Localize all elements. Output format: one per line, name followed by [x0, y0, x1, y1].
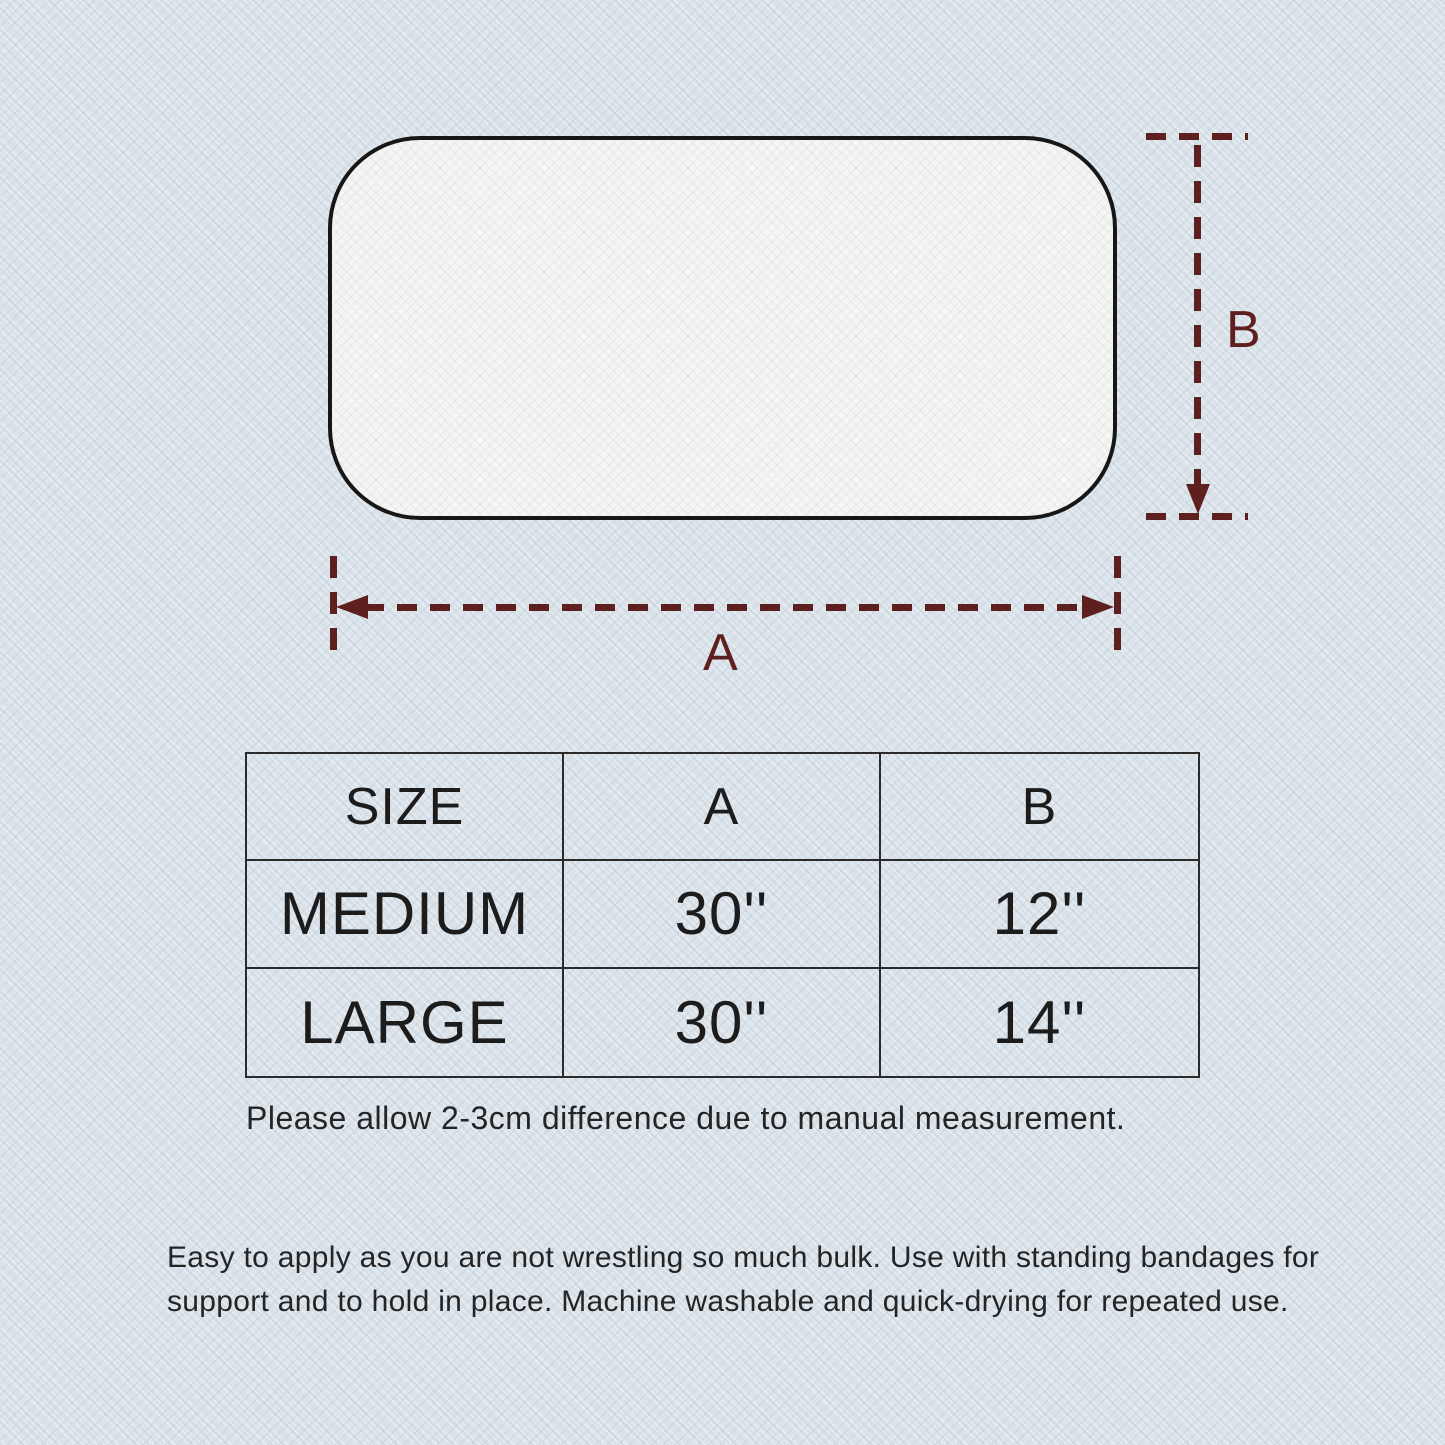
dimension-b-arrow-down-icon — [1186, 484, 1210, 514]
dimension-b-line — [1194, 145, 1201, 487]
table-cell-large-size: LARGE — [247, 969, 564, 1076]
dimension-a-line — [364, 604, 1086, 611]
dimension-b-label: B — [1226, 301, 1261, 359]
table-cell-medium-size: MEDIUM — [247, 861, 564, 968]
size-table-header-size: SIZE — [247, 754, 564, 861]
dimension-b-bottom-tick — [1146, 513, 1248, 520]
product-description: Easy to apply as you are not wrestling so much bulk. Use with standing bandages for support and to hold in place. Machine washable and quick-drying for repeated use. — [167, 1241, 1320, 1318]
dimension-a-label: A — [703, 624, 738, 682]
table-cell-medium-b: 12'' — [881, 861, 1198, 968]
size-table-header-b: B — [881, 754, 1198, 861]
size-table — [245, 752, 1200, 1078]
dimension-a-right-extension — [1114, 556, 1121, 660]
table-cell-medium-a: 30'' — [564, 861, 881, 968]
dimension-b-top-tick — [1146, 133, 1248, 140]
product-pad-shape — [328, 136, 1117, 520]
table-cell-large-b: 14'' — [992, 988, 1087, 1056]
size-table-header-a: A — [564, 754, 881, 861]
table-cell-large-a: 30'' — [564, 969, 881, 1076]
dimension-a-arrow-right-icon — [1082, 595, 1114, 619]
measurement-note: Please allow 2-3cm difference due to manual measurement. — [246, 1100, 1126, 1136]
